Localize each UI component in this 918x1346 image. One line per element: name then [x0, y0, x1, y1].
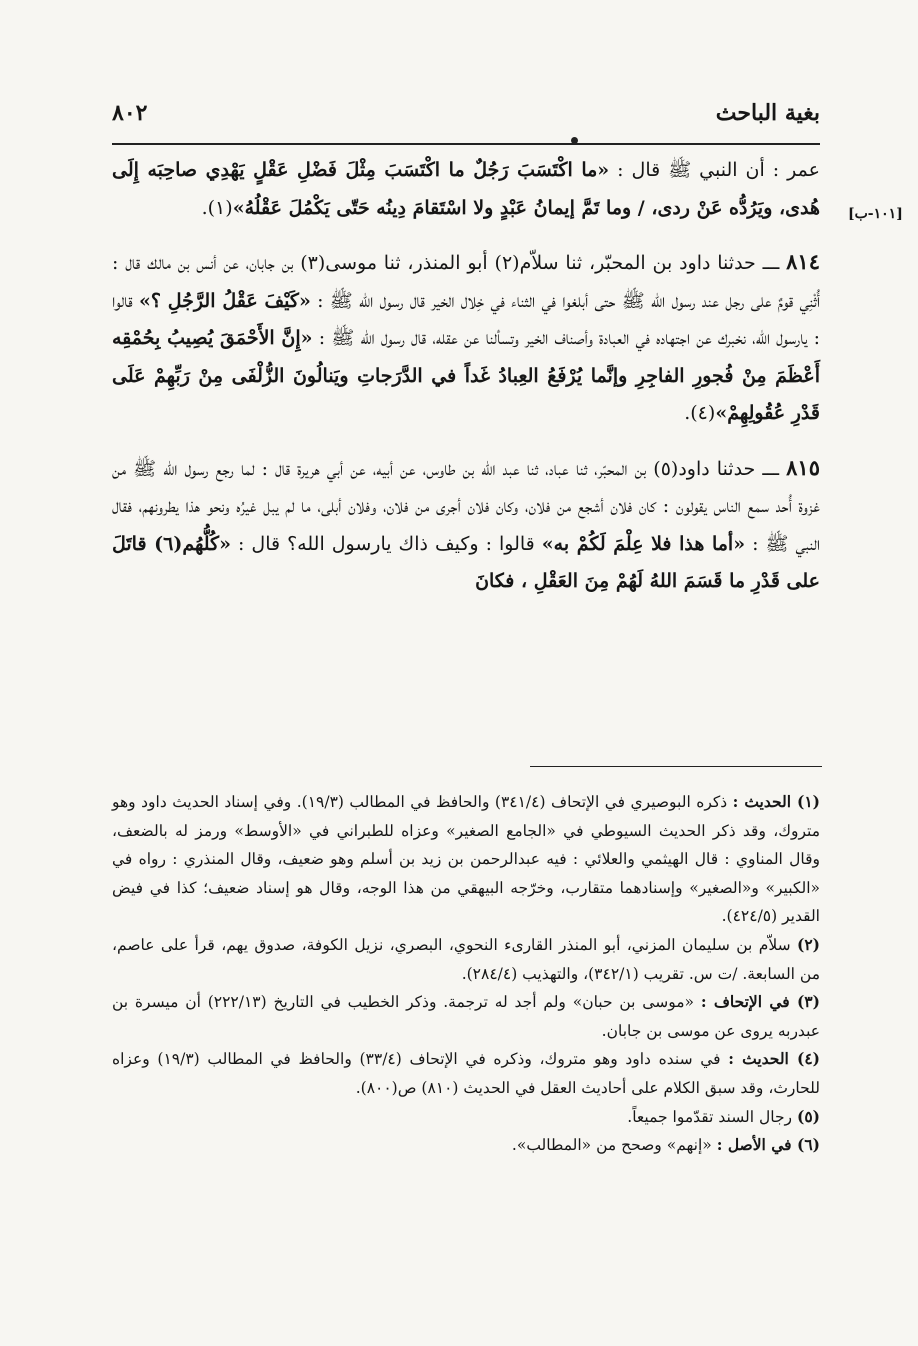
footnote-4: (٤) الحديث : في سنده داود وهو متروك، وذكره في الإتحاف (٣٣/٤) والحافظ في المطالب (١٩/٣) وعزاه للحارث، وقد سبق الكلام على أحاديث العقل في الحديث (٨١٠) ص(٨٠٠).	[112, 1049, 820, 1097]
manuscript-folio-note: [١٠١-ب]	[848, 206, 903, 222]
footnote-separator	[530, 766, 822, 767]
hadith-815	[112, 449, 820, 601]
footnote-ref: (٤).	[684, 402, 716, 424]
hadith-question: «أما هذا فلا عِلْمَ لَكُمْ به»	[541, 532, 746, 555]
running-title: بغية الباحث	[715, 100, 820, 126]
hadith-number: ٨١٥	[786, 454, 820, 480]
footnote-ref: (١).	[201, 196, 233, 219]
header-rule	[112, 143, 820, 145]
footnote-3: (٣) في الإتحاف : «موسى بن حبان» ولم أجد له ترجمة. وذكر الخطيب في التاريخ (٢٢٢/١٣) أن ميسرة بن عبدربه يروى عن موسى بن جابان.	[112, 992, 820, 1040]
footnote-2: (٢) سلاّم بن سليمان المزني، أبو المنذر القارىء النحوي، البصري، نزيل الكوفة، صدوق يهم، قرأ على عاصم، من السابعة. /ت س. تقريب (٣٤٢/١)، والتهذيب (٢٨٤/٤).	[112, 934, 820, 983]
hadith-text: «ما اكْتَسَبَ رَجُلٌ ما اكْتَسَبَ مِثْلَ فَضْلِ عَقْلٍ يَهْدِي صاحِبَه إِلَى هُدى، ويَرُدُّه عَنْ ردى، / وما تَمَّ إيمانُ عَبْدٍ ولا اسْتَقامَ دِينُه حَتّى يَكْمُلَ عَقْلُهُ»	[112, 159, 820, 219]
isnad: ـــ حدثنا داود بن المحبّر، ثنا سلاّم(٢) أبو المنذر، ثنا موسى(٣) بن جابان، عن أنس بن مالك قال : أُثْنِي قومٌ على رجل عند رسول الله ﷺ حتى أبلغوا في الثناء في خِلال الخير قال رسول الله ﷺ :	[112, 252, 820, 312]
hadith-text: «كُلُّهُم(٦) قاتَلَ على قَدْرِ ما قَسَمَ اللهُ لَهُمْ مِنَ العَقْلِ ، فكانَ	[112, 532, 820, 592]
header-dot	[571, 137, 578, 144]
hadith-number: ٨١٤	[786, 249, 820, 274]
footnote-6: (٦) في الأصل : «إنهم» وصحح من «المطالب».	[511, 1135, 820, 1155]
hadith-text: «إِنَّ الأَحْمَقَ يُصِيبُ بِحُمْقِه أَعْظَمَ مِنْ فُجورِ الفاجِرِ وإنَّما يُرْفَعُ العِبادُ غَداً في الدَّرَجاتِ ويَنالُونَ الزُّلْفَى مِنْ رَبِّهِمْ عَلَى قَدْرِ عُقُولِهِمْ»	[112, 327, 820, 424]
page-header	[112, 96, 820, 130]
hadith-814	[112, 243, 820, 433]
footnote-5: (٥) رجال السند تقدّموا جميعاً.	[627, 1106, 820, 1126]
hadith-813-tail: عمر : أن النبي ﷺ قال : «ما اكْتَسَبَ رَجُلٌ ما اكْتَسَبَ مِثْلَ فَضْلِ عَقْلٍ يَهْدِي صاحِبَه إِلَى هُدى، ويَرُدُّه عَنْ ردى، / وما تَمَّ إيمانُ عَبْدٍ ولا اسْتَقامَ دِينُه حَتّى يَكْمُلَ عَقْلُهُ»(١).	[112, 159, 820, 219]
narration-middle: قالوا : وكيف ذاك يارسول الله؟ قال :	[237, 532, 535, 555]
footnote-1: (١) الحديث : ذكره البوصيري في الإتحاف (٣٤١/٤) والحافظ في المطالب (١٩/٣). وفي إسناد الحديث داود وهو متروك، وقد ذكر الحديث السيوطي في «الجامع الصغير» وعزاه للطبراني في «الأوسط» ورمز له بالضعف، وقال المناوي : قال الهيثمي والعلائي : فيه عبدالرحمن بن زيد بن أسلم وهو ضعيف، وقال المنذري : رواه في «الكبير» و«الصغير» وإسنادهما متقارب، وخرّجه البيهقي من هذا الوجه، وقال هو إسناد ضعيف؛ كذا في فيض القدير (٤٢٤/٥).	[112, 792, 820, 926]
narration-middle: قالوا : يارسول الله، نخبرك عن اجتهاده في العبادة وأصناف الخير وتسألنا عن عقله، قال رسول الله ﷺ :	[112, 289, 820, 349]
main-text	[112, 152, 820, 601]
isnad: ـــ حدثنا داود(٥) بن المحبّر، ثنا عباد، ثنا عبد الله بن طاوس، عن أبيه، عن أبي هريرة قال : لما رجع رسول الله ﷺ من غزوة أُحد سمع الناس يقولون : كان فلان أشجع من فلان، وكان فلان أجرى من فلان، وفلان أبلى، ما لم يبل غيرُه ونحو هذا يطرونهم، فقال النبي ﷺ :	[112, 457, 820, 555]
footnotes	[112, 788, 820, 1160]
hadith-question: «كَيْفَ عَقْلُ الرَّجُلِ ؟»	[138, 289, 311, 312]
page-number: ٨٠٢	[112, 100, 148, 126]
